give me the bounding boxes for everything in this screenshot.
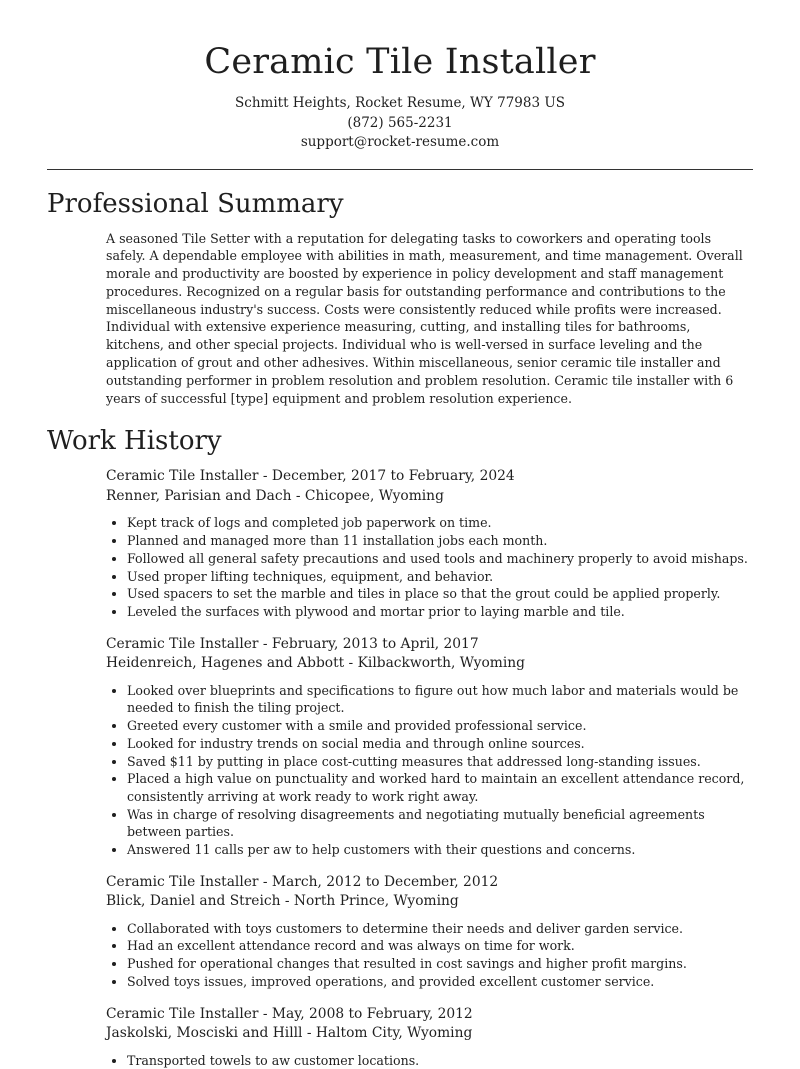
job-bullet: • Greeted every customer with a smile and provided professional service. <box>127 717 748 735</box>
job-bullet: • Followed all general safety precautions and used tools and machinery properly to avoid mishaps. <box>127 550 748 568</box>
contact-phone: (872) 565-2231 <box>347 114 453 131</box>
job-bullets <box>106 682 748 859</box>
resume-header <box>0 0 800 153</box>
job-title-line: Ceramic Tile Installer - May, 2008 to February, 2012 <box>106 1005 473 1022</box>
job-bullet: • Answered 11 calls per aw to help customers with their questions and concerns. <box>127 841 748 859</box>
job-entry <box>106 873 748 991</box>
job-bullet: • Was in charge of resolving disagreements and negotiating mutually beneficial agreements between parties. <box>127 806 748 841</box>
header-divider <box>47 169 753 170</box>
job-entry <box>106 467 748 620</box>
job-bullets <box>106 514 748 620</box>
job-bullet: • Solved toys issues, improved operations, and provided excellent customer service. <box>127 973 748 991</box>
job-title-line: Ceramic Tile Installer - February, 2013 to April, 2017 <box>106 635 479 652</box>
summary-heading: Professional Summary <box>47 188 344 219</box>
job-company-line: Blick, Daniel and Streich - North Prince, Wyoming <box>106 893 459 910</box>
summary-text: A seasoned Tile Setter with a reputation for delegating tasks to coworkers and operating tools safely. A dependable employee with abilities in math, measurement, and time management. Overall morale and productivity are boosted by experience in policy development and staff management procedures. Recognized on a regular basis for outstanding performance and contributions to the miscellaneous industry's success. Costs were consistently reduced while profits were increased. Individual with extensive experience measuring, cutting, and installing tiles for bathrooms, kitchens, and other special projects. Individual who is well-versed in surface leveling and the application of grout and other adhesives. Within miscellaneous, senior ceramic tile installer and outstanding performer in problem resolution and problem resolution. Ceramic tile installer with 6 years of successful [type] equipment and problem resolution experience. <box>106 230 743 406</box>
contact-email: support@rocket-resume.com <box>300 134 500 150</box>
job-company-line: Heidenreich, Hagenes and Abbott - Kilbackworth, Wyoming <box>106 655 525 672</box>
job-company-line: Jaskolski, Mosciski and Hilll - Haltom City, Wyoming <box>106 1025 473 1042</box>
candidate-name: Ceramic Tile Installer <box>204 42 596 82</box>
contact-info <box>0 94 800 153</box>
job-bullet: • Leveled the surfaces with plywood and mortar prior to laying marble and tile. <box>127 603 748 621</box>
job-bullets <box>106 920 748 991</box>
job-bullet: • Transported towels to aw customer locations. <box>127 1052 748 1069</box>
job-bullet: • Saved $11 by putting in place cost-cutting measures that addressed long-standing issues. <box>127 753 748 771</box>
job-bullet: • Used proper lifting techniques, equipment, and behavior. <box>127 568 748 586</box>
job-entry <box>106 1005 748 1069</box>
contact-address: Schmitt Heights, Rocket Resume, WY 77983 US <box>235 95 565 111</box>
job-bullet: • Planned and managed more than 11 installation jobs each month. <box>127 532 748 550</box>
job-bullet: • Kept track of logs and completed job paperwork on time. <box>127 514 748 532</box>
job-entry <box>106 635 748 859</box>
job-bullet: • Pushed for operational changes that resulted in cost savings and higher profit margins. <box>127 955 748 973</box>
work-history-heading: Work History <box>47 426 222 457</box>
job-title-line: Ceramic Tile Installer - March, 2012 to December, 2012 <box>106 873 499 890</box>
job-company-line: Renner, Parisian and Dach - Chicopee, Wyoming <box>106 487 444 504</box>
job-title-line: Ceramic Tile Installer - December, 2017 to February, 2024 <box>106 468 515 485</box>
job-bullet: • Collaborated with toys customers to determine their needs and deliver garden service. <box>127 920 748 938</box>
job-bullet: • Used spacers to set the marble and tiles in place so that the grout could be applied properly. <box>127 585 748 603</box>
job-bullet: • Placed a high value on punctuality and worked hard to maintain an excellent attendance record, consistently arriving at work ready to work right away. <box>127 770 748 805</box>
job-bullet: • Looked for industry trends on social media and through online sources. <box>127 735 748 753</box>
job-bullet: • Had an excellent attendance record and was always on time for work. <box>127 937 748 955</box>
job-bullets <box>106 1052 748 1069</box>
job-bullet: • Looked over blueprints and specifications to figure out how much labor and materials would be needed to finish the tiling project. <box>127 682 748 717</box>
